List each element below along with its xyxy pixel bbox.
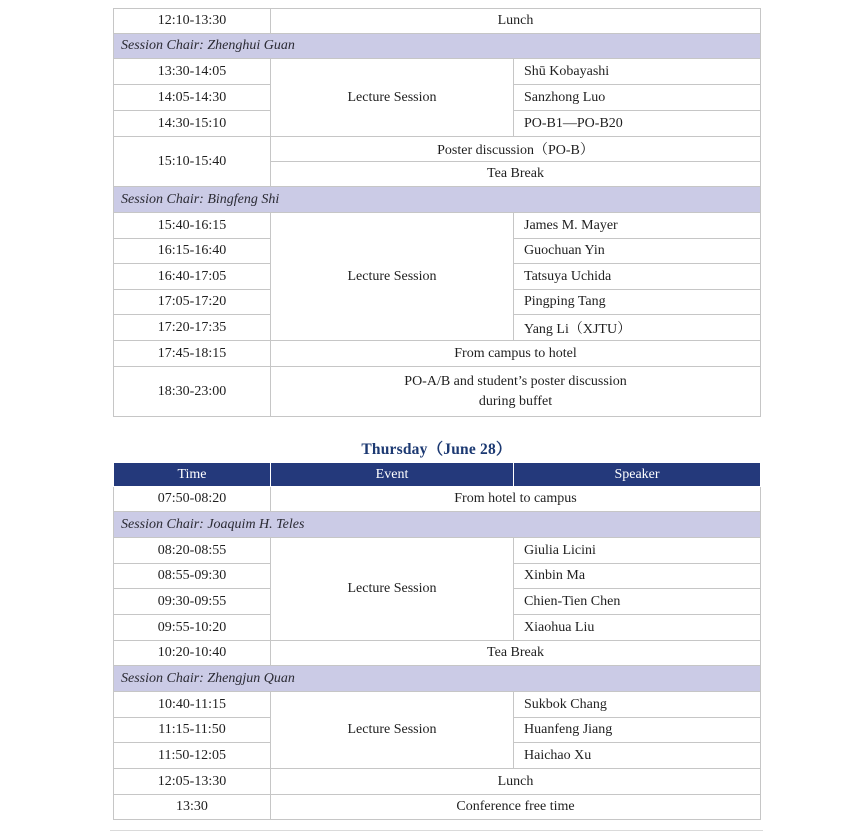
time-cell: 14:05-14:30 [114, 85, 271, 111]
event-cell: Lecture Session [271, 213, 514, 341]
schedule-row [114, 341, 761, 367]
time-cell: 12:05-13:30 [114, 769, 271, 795]
time-cell: 10:40-11:15 [114, 692, 271, 718]
session-chair-row [114, 512, 761, 538]
event-cell: From hotel to campus [271, 487, 761, 512]
schedule-table-day2 [113, 462, 761, 820]
speaker-cell: Huanfeng Jiang [514, 718, 761, 743]
event-cell: Lecture Session [271, 59, 514, 137]
column-header-event: Event [271, 463, 514, 487]
day-title: Thursday（June 28） [361, 441, 512, 458]
time-cell: 13:30 [114, 795, 271, 820]
schedule-row [114, 641, 761, 666]
session-chair-label: Session Chair: Zhenghui Guan [114, 34, 761, 59]
schedule-row [114, 769, 761, 795]
time-cell: 15:10-15:40 [114, 137, 271, 187]
time-cell: 17:45-18:15 [114, 341, 271, 367]
event-cell [271, 367, 761, 417]
schedule-row [114, 137, 761, 162]
speaker-cell: Guochuan Yin [514, 239, 761, 264]
time-cell: 16:40-17:05 [114, 264, 271, 290]
event-cell: Lecture Session [271, 538, 514, 641]
event-cell: From campus to hotel [271, 341, 761, 367]
time-cell: 11:15-11:50 [114, 718, 271, 743]
time-cell: 09:30-09:55 [114, 589, 271, 615]
event-cell: Poster discussion（PO-B） [271, 137, 761, 162]
time-cell: 11:50-12:05 [114, 743, 271, 769]
session-chair-label: Session Chair: Joaquim H. Teles [114, 512, 761, 538]
speaker-cell: Chien-Tien Chen [514, 589, 761, 615]
time-cell: 07:50-08:20 [114, 487, 271, 512]
event-line-2: during buffet [478, 393, 553, 409]
schedule-row [114, 487, 761, 512]
speaker-cell: Yang Li（XJTU） [514, 315, 761, 341]
session-chair-row [114, 666, 761, 692]
speaker-cell: Shū Kobayashi [514, 59, 761, 85]
time-cell: 08:55-09:30 [114, 564, 271, 589]
column-header-speaker: Speaker [514, 463, 761, 487]
speaker-cell: Pingping Tang [514, 290, 761, 315]
event-cell: Lunch [271, 769, 761, 795]
speaker-cell: Giulia Licini [514, 538, 761, 564]
page-bottom-divider [110, 830, 763, 831]
event-cell: Tea Break [271, 162, 761, 187]
time-cell: 14:30-15:10 [114, 111, 271, 137]
session-chair-row [114, 34, 761, 59]
time-cell: 15:40-16:15 [114, 213, 271, 239]
event-cell: Lecture Session [271, 692, 514, 769]
column-header-time: Time [114, 463, 271, 487]
time-cell: 13:30-14:05 [114, 59, 271, 85]
speaker-cell: James M. Mayer [514, 213, 761, 239]
time-cell: 12:10-13:30 [114, 9, 271, 34]
event-cell: Conference free time [271, 795, 761, 820]
schedule-row [114, 538, 761, 564]
schedule-row [114, 9, 761, 34]
time-cell: 10:20-10:40 [114, 641, 271, 666]
schedule-table-day1 [113, 8, 761, 417]
schedule-row [114, 367, 761, 417]
time-cell: 16:15-16:40 [114, 239, 271, 264]
session-chair-label: Session Chair: Bingfeng Shi [114, 187, 761, 213]
table-header-row [114, 463, 761, 487]
schedule-row [114, 213, 761, 239]
time-cell: 17:20-17:35 [114, 315, 271, 341]
time-cell: 17:05-17:20 [114, 290, 271, 315]
schedule-row [114, 692, 761, 718]
session-chair-label: Session Chair: Zhengjun Quan [114, 666, 761, 692]
speaker-cell: Sukbok Chang [514, 692, 761, 718]
speaker-cell: PO-B1—PO-B20 [514, 111, 761, 137]
time-cell: 18:30-23:00 [114, 367, 271, 417]
session-chair-row [114, 187, 761, 213]
speaker-cell: Haichao Xu [514, 743, 761, 769]
event-cell: Tea Break [271, 641, 761, 666]
speaker-cell: Sanzhong Luo [514, 85, 761, 111]
speaker-cell: Xiaohua Liu [514, 615, 761, 641]
event-cell: Lunch [271, 9, 761, 34]
schedule-row [114, 59, 761, 85]
speaker-cell: Tatsuya Uchida [514, 264, 761, 290]
event-line-1: PO-A/B and student’s poster discussion [404, 373, 627, 389]
schedule-row [114, 795, 761, 820]
time-cell: 08:20-08:55 [114, 538, 271, 564]
speaker-cell: Xinbin Ma [514, 564, 761, 589]
time-cell: 09:55-10:20 [114, 615, 271, 641]
